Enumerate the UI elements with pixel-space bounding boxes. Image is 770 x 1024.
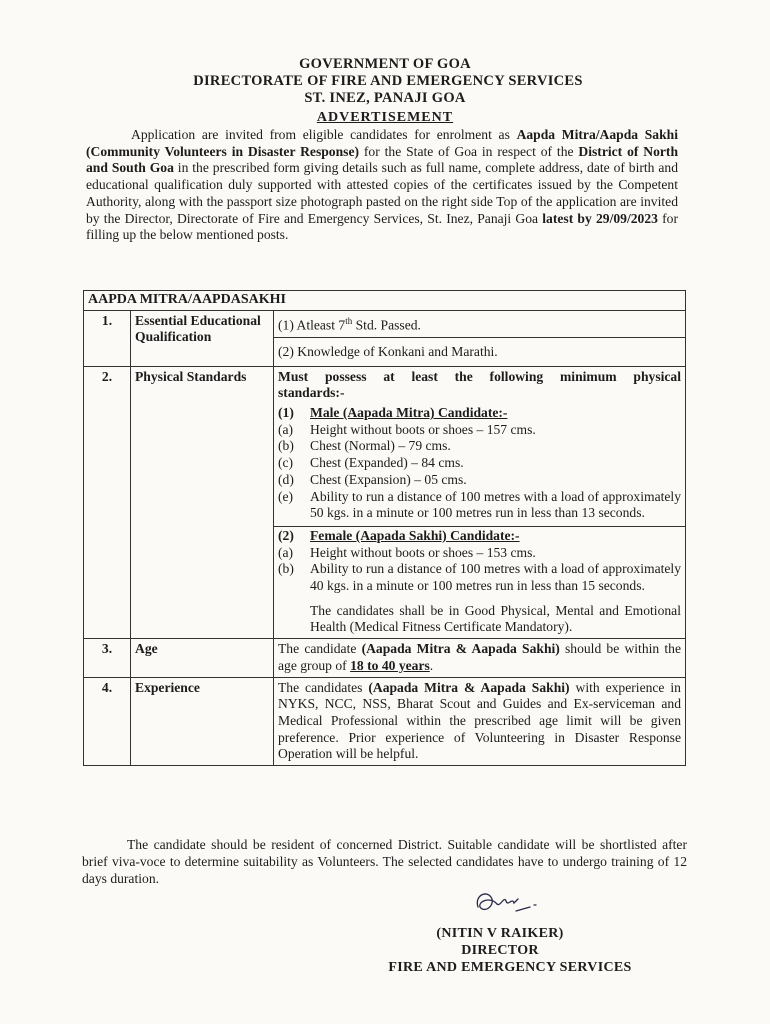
age-posts: (Aapada Mitra & Aapada Sakhi) xyxy=(361,641,560,657)
signature-block xyxy=(355,925,665,976)
header-address: ST. INEZ, PANAJI GOA xyxy=(304,90,466,106)
criteria-text: Chest (Expansion) – 05 cms. xyxy=(310,471,467,487)
criteria-text: Ability to run a distance of 100 metres with a load of approximately 40 kgs. in a minute or 100 metres run in less than 15 seconds. xyxy=(310,561,681,594)
signatory-designation: DIRECTOR xyxy=(461,943,539,958)
criteria-item xyxy=(278,455,681,472)
row-label: Experience xyxy=(131,677,274,766)
table-row-experience xyxy=(84,677,686,766)
qualification-item-1: (1) Atleast 7 xyxy=(278,317,346,333)
criteria-item xyxy=(278,438,681,455)
intro-paragraph xyxy=(86,127,678,244)
table-row-qualification xyxy=(84,310,686,366)
criteria-text: Height without boots or shoes – 157 cms. xyxy=(310,421,536,437)
criteria-key: (a) xyxy=(278,544,294,560)
age-text-1: The candidate xyxy=(278,641,362,657)
female-criteria-list xyxy=(278,545,681,595)
table-row-age xyxy=(84,639,686,677)
signature-mark xyxy=(470,885,540,921)
signatory-department: FIRE AND EMERGENCY SERVICES xyxy=(388,960,632,975)
row-number: 1. xyxy=(84,310,131,366)
row-number: 2. xyxy=(84,366,131,639)
experience-text-1: The candidates xyxy=(278,679,369,695)
intro-text-2: for the State of Goa in respect of the xyxy=(359,143,579,159)
experience-posts: (Aapada Mitra & Aapada Sakhi) xyxy=(368,679,570,695)
intro-text-3: in the prescribed form giving details such as full name, complete address, date of birth and educational qualification duly supported with attested copies of the certificates issued by the Competent Authority, along with the passport size photograph pasted on the right side Top of the application are invited by the Director, Directorate of Fire and Emergency Services, St. Inez, Panaji Goa xyxy=(86,160,679,226)
row-value xyxy=(274,677,686,766)
letterhead xyxy=(0,56,770,107)
age-range: 18 to 40 years xyxy=(350,657,430,673)
qualification-item-1-rest: Std. Passed. xyxy=(352,317,421,333)
criteria-item xyxy=(278,561,681,594)
header-directorate: DIRECTORATE OF FIRE AND EMERGENCY SERVICES xyxy=(193,73,583,89)
header-government: GOVERNMENT OF GOA xyxy=(299,56,471,72)
qualification-item-1-sup: th xyxy=(345,315,353,326)
female-section xyxy=(274,526,685,636)
criteria-text: Ability to run a distance of 100 metres with a load of approximately 50 kgs. in a minute or 100 metres run in less than 13 seconds. xyxy=(310,488,681,521)
row-label: Age xyxy=(131,639,274,677)
criteria-key: (e) xyxy=(278,488,294,504)
criteria-key: (b) xyxy=(278,438,294,454)
row-number: 3. xyxy=(84,639,131,677)
criteria-item xyxy=(278,472,681,489)
criteria-item xyxy=(278,545,681,562)
intro-text-1: Application are invited from eligible candidates for enrolment as xyxy=(131,127,517,142)
criteria-text: Height without boots or shoes – 153 cms. xyxy=(310,544,536,560)
criteria-text: Chest (Normal) – 79 cms. xyxy=(310,438,451,454)
intro-deadline: latest by 29/09/2023 xyxy=(542,210,658,226)
physical-heading: Must possess at least the following minimum physical standards:- xyxy=(278,368,681,401)
age-text-3: . xyxy=(429,657,434,673)
row-number: 4. xyxy=(84,677,131,766)
intro-text-4: for filling up the below mentioned posts. xyxy=(86,210,678,243)
row-value xyxy=(274,366,686,639)
male-criteria-list xyxy=(278,422,681,522)
page-title: ADVERTISEMENT xyxy=(316,110,454,125)
table-caption: AAPDA MITRA/AAPDASAKHI xyxy=(84,291,686,311)
criteria-item xyxy=(278,489,681,522)
criteria-key: (d) xyxy=(278,471,294,487)
row-label: Essential Educational Qualification xyxy=(131,310,274,366)
criteria-key: (b) xyxy=(278,561,294,577)
criteria-text: Chest (Expanded) – 84 cms. xyxy=(310,455,464,471)
intro-post-name: Aapda Mitra/Aapda Sakhi (Community Volunteers in Disaster Response) xyxy=(86,127,678,159)
female-heading xyxy=(278,528,681,545)
qualification-item-2: (2) Knowledge of Konkani and Marathi. xyxy=(274,337,685,366)
row-value xyxy=(274,310,686,366)
signatory-name: (NITIN V RAIKER) xyxy=(436,926,564,941)
closing-text: The candidate should be resident of concerned District. Suitable candidate will be shortlisted after brief viva-voce to determine suitability as Volunteers. The selected candidates have to undergo training of 12 days duration. xyxy=(82,837,687,886)
intro-district: District of North and South Goa xyxy=(86,143,679,176)
criteria-key: (a) xyxy=(278,421,294,437)
age-text-2: should be within the age group of xyxy=(278,641,681,673)
male-number: (1) xyxy=(278,405,294,421)
criteria-item xyxy=(278,422,681,439)
criteria-key: (c) xyxy=(278,455,294,471)
male-heading xyxy=(278,405,681,422)
eligibility-table xyxy=(83,290,686,766)
male-title: Male (Aapada Mitra) Candidate:- xyxy=(310,405,508,421)
table-row-physical xyxy=(84,366,686,639)
row-value xyxy=(274,639,686,677)
health-note: The candidates shall be in Good Physical, Mental and Emotional Health (Medical Fitness Certificate Mandatory). xyxy=(310,602,681,635)
closing-paragraph xyxy=(82,836,687,887)
row-label: Physical Standards xyxy=(131,366,274,639)
female-number: (2) xyxy=(278,527,294,543)
female-title: Female (Aapada Sakhi) Candidate:- xyxy=(310,527,520,543)
experience-text-2: with experience in NYKS, NCC, NSS, Bharat Scout and Guides and Ex-serviceman and Medical Professional within the prescribed age limit will be given preference. Prior experience of Volunteering in Disaster Response Operation will be helpful. xyxy=(278,679,681,762)
